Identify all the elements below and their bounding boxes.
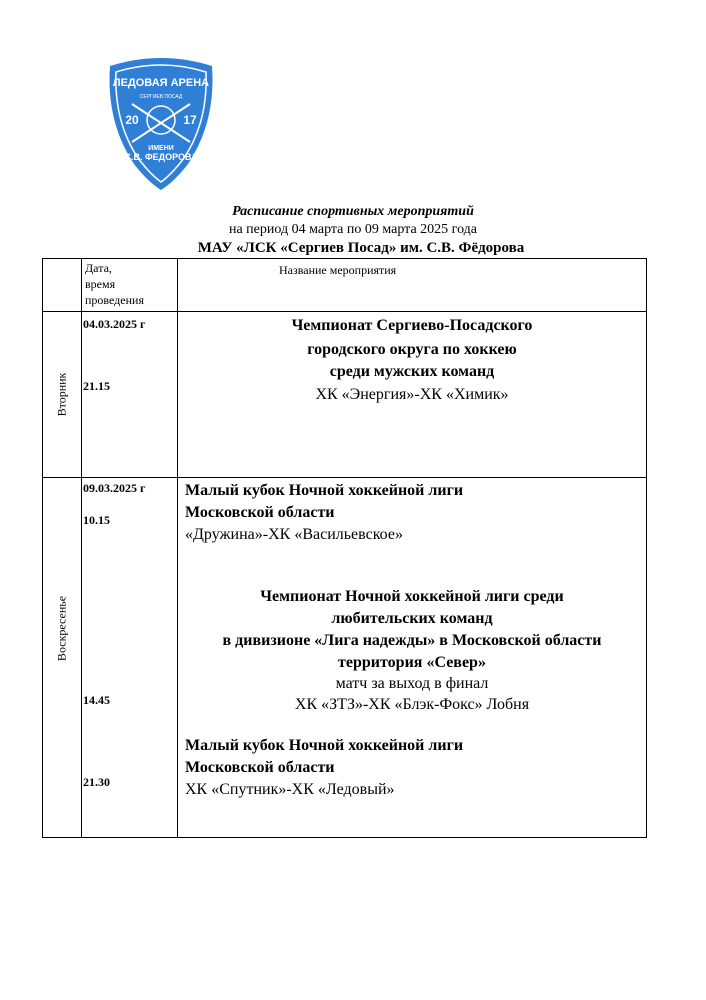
schedule-table	[42, 258, 647, 838]
event-time: 14.45	[83, 693, 110, 707]
date-header-line1: Дата,	[85, 261, 112, 275]
event-title-line: Малый кубок Ночной хоккейной лиги	[185, 737, 464, 754]
event-title-line: Чемпионат Ночной хоккейной лиги среди	[260, 588, 564, 605]
event-title-line: Московской области	[185, 759, 335, 776]
date-tuesday: 04.03.2025 г	[83, 317, 146, 331]
event-title-line: Малый кубок Ночной хоккейной лиги	[185, 482, 464, 499]
event-time: 21.30	[83, 775, 110, 789]
column-divider-day	[81, 259, 82, 837]
logo-bottom-line2: С.В. ФЕДОРОВА	[124, 152, 198, 162]
arena-logo	[104, 52, 218, 192]
day-row-divider	[43, 477, 646, 478]
logo-bottom-line1: ИМЕНИ	[148, 145, 174, 152]
event-title-line: Чемпионат Сергиево-Посадского	[291, 317, 533, 334]
event-match: ХК «Энергия»-ХК «Химик»	[315, 386, 509, 403]
event-title-line: среди мужских команд	[329, 363, 495, 380]
event-title-line: в дивизионе «Лига надежды» в Московской области	[222, 632, 602, 649]
organization-name: МАУ «ЛСК «Сергиев Посад» им. С.В. Фёдорова	[197, 240, 525, 256]
event-title-line: городского округа по хоккею	[307, 341, 517, 358]
schedule-period: на период 04 марта по 09 марта 2025 года	[228, 222, 478, 237]
time-tuesday: 21.15	[83, 379, 110, 393]
date-header-line2: время	[85, 277, 116, 291]
logo-city-text: СЕРГИЕВ ПОСАД	[139, 94, 183, 100]
date-sunday: 09.03.2025 г	[83, 481, 146, 495]
day-label-sunday: Воскресенье	[54, 595, 69, 662]
logo-top-text: ЛЕДОВАЯ АРЕНА	[112, 77, 210, 89]
logo-year-right: 17	[183, 113, 197, 127]
header-row-divider	[43, 311, 646, 312]
event-subtitle: матч за выход в финал	[335, 675, 489, 692]
logo-year-left: 20	[125, 113, 139, 127]
day-label-tuesday: Вторник	[54, 372, 69, 417]
event-match: ХК «ЗТЗ»-ХК «Блэк-Фокс» Лобня	[294, 696, 530, 713]
event-title-line: любительских команд	[331, 610, 493, 627]
schedule-title: Расписание спортивных мероприятий	[232, 204, 474, 219]
event-header: Название мероприятия	[279, 263, 397, 277]
event-title-line: Московской области	[185, 504, 335, 521]
event-match: ХК «Спутник»-ХК «Ледовый»	[185, 781, 395, 798]
event-time: 10.15	[83, 513, 110, 527]
event-title-line: территория «Север»	[338, 654, 486, 671]
event-match: «Дружина»-ХК «Васильевское»	[185, 526, 403, 543]
date-header-line3: проведения	[85, 293, 144, 307]
